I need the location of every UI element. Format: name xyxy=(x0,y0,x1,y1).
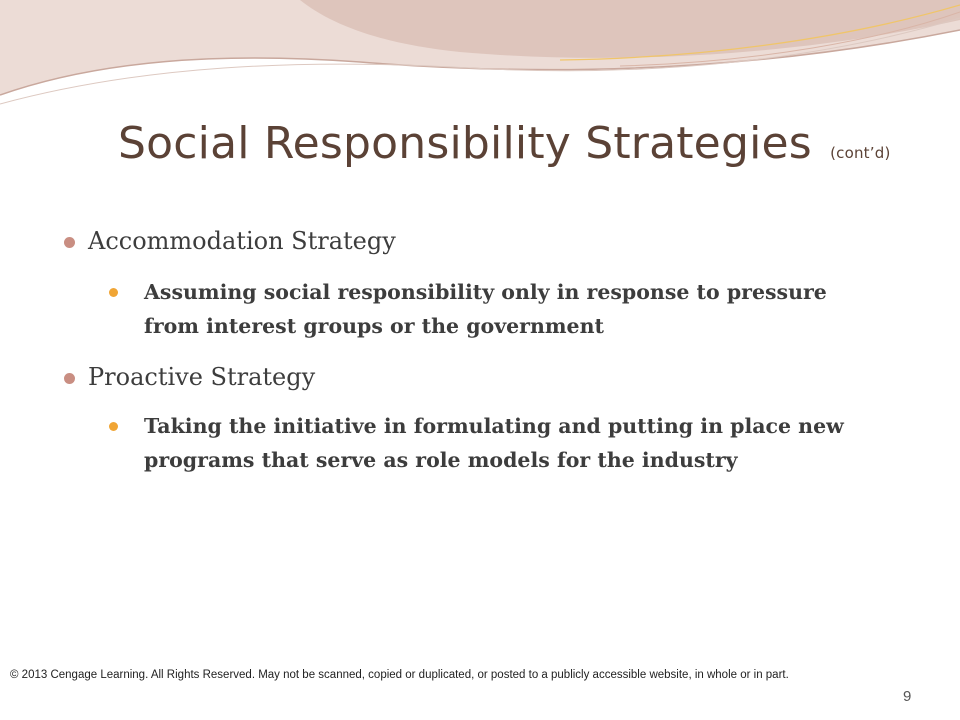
bullet-text: Accommodation Strategy xyxy=(88,227,396,255)
sub-bullet-dot-icon xyxy=(109,422,118,431)
bullet-dot-icon xyxy=(64,237,75,248)
copyright-notice: © 2013 Cengage Learning. All Rights Reserved. May not be scanned, copied or duplicated, or posted to a publicly accessible website, in whole or in part. xyxy=(10,669,789,681)
bullet-dot-icon xyxy=(64,373,75,384)
slide-title-text: Social Responsibility Strategies xyxy=(118,118,812,169)
bullet-item-proactive xyxy=(88,359,848,396)
sub-bullet-item-proactive xyxy=(144,409,874,477)
bullet-text: Proactive Strategy xyxy=(88,363,316,391)
sub-bullet-text: Assuming social responsibility only in response to pressure from interest groups or the government xyxy=(144,280,827,338)
header-swoosh-decoration xyxy=(0,0,960,120)
sub-bullet-text: Taking the initiative in formulating and putting in place new programs that serve as role models for the industry xyxy=(144,414,844,472)
page-number: 9 xyxy=(903,688,912,705)
sub-bullet-item-accommodation xyxy=(144,275,874,343)
slide-title-suffix: (cont’d) xyxy=(830,144,891,162)
bullet-item-accommodation xyxy=(88,223,848,260)
sub-bullet-dot-icon xyxy=(109,288,118,297)
slide-title xyxy=(118,118,891,169)
